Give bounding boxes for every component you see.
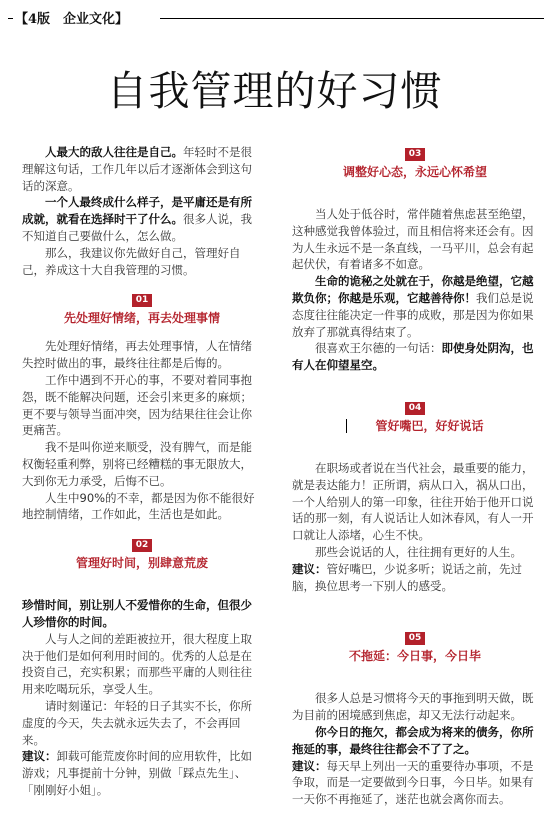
section-1-paragraph-3: 我不是叫你逆来顺受，没有脾气，而是能权衡轻重利弊，别将已经糟糕的事无限放大，大到你无力承受，后悔不已。 [22, 440, 252, 488]
section-1-paragraph-1: 先处理好情绪，再去处理事情，人在情绪失控时做出的事，最终往往都是后悔的。 [22, 339, 252, 371]
section-5-number: 05 [405, 632, 426, 645]
spacer [292, 192, 538, 206]
section-1-paragraph-4: 人生中90%的不幸，都是因为你不能很好地控制情绪，工作如此，生活也是如此。 [22, 490, 255, 522]
section-5-p2-bold: 你今日的拖欠，都会成为将来的债务，你所拖延的事，最终往往都会不了了之。 [292, 724, 534, 756]
section-5-paragraph-1: 很多人总是习惯将今天的事拖到明天做，既为目前的困境感到焦虑，却又无法行动起来。 [292, 691, 534, 723]
section-2-paragraph-3: 请时刻谨记：年轻的日子其实不长，你所虚度的今天，失去就永远失去了，不会再回来。 [22, 698, 252, 747]
section-2-heading [22, 535, 262, 571]
intro-p1-bold: 人最大的敌人往往是自己。 [45, 145, 183, 159]
section-4-title-text: 管好嘴巴，好好说话 [375, 418, 484, 433]
intro-p2-bold: 一个人最终成什么样子，是平庸还是有所成就，就看在选择时干了什么。 [22, 195, 252, 227]
intro-p1-text: 年轻时不是很理解这句话，工作几年以后才逐渐体会到这句话的深意。 [22, 145, 252, 193]
spacer [292, 446, 538, 460]
section-4-paragraph-3 [292, 561, 538, 595]
text-cursor [346, 419, 347, 433]
section-1-title: 先处理好情绪，再去处理事情 [63, 311, 220, 326]
section-4-title [292, 418, 538, 434]
spacer [292, 676, 538, 690]
section-3-p3-bold: 即使身处阴沟，也有人在仰望星空。 [292, 341, 534, 373]
section-2-p1-bold: 珍惜时间，别让别人不爱惜你的生命，但很少人珍惜你的时间。 [22, 598, 252, 629]
section-2-suggestion-text: 卸载可能荒废你时间的应用软件，比如游戏；凡事提前十分钟，别做「踩点先生」、「刚刚好小姐」。 [22, 749, 252, 797]
section-5-heading [292, 628, 538, 664]
header-rule-left [8, 18, 13, 19]
section-3-number: 03 [405, 148, 426, 161]
section-1-heading [22, 290, 262, 326]
section-1-paragraph-2: 工作中遇到不开心的事，不要对着同事抱怨，既不能解决问题，还会引来更多的麻烦；更不要与领导当面冲突，因为结果往往会让你更痛苦。 [22, 372, 252, 438]
intro-paragraph-2 [22, 194, 262, 244]
section-4-paragraph-1: 在职场或者说在当代社会，最重要的能力，就是表达能力！正所谓，病从口入，祸从口出，一个人给别人的第一印象，往往开始于他开口说话的那一刻，有人说话让人如沐春风，有人一开口就让人添堵，心生不快。 [292, 460, 534, 543]
intro-paragraph-3: 那么，我建议你先做好自己，管理好自己，养成这十大自我管理的习惯。 [22, 245, 241, 277]
intro-p2-text: 很多人说，我不知道自己要做什么，怎么做。 [22, 212, 252, 243]
section-2-paragraph-2: 人与人之间的差距被拉开，很大程度上取决于他们是如何利用时间的。优秀的人总是在投资自己，充实积累；而那些平庸的人则往往用来吃喝玩乐，享受人生。 [22, 631, 252, 697]
issue-tag: 【4版 企业文化】 [15, 12, 129, 27]
section-3-title: 调整好心态，永远心怀希望 [342, 165, 487, 179]
intro-paragraph-1 [22, 144, 262, 194]
section-2-title: 管理好时间，别肆意荒废 [75, 556, 208, 571]
section-2-paragraph-1 [22, 597, 262, 631]
header-rule-right [160, 18, 544, 19]
section-2-number: 02 [132, 539, 153, 552]
section-4-number: 04 [405, 402, 426, 415]
left-column [22, 144, 262, 799]
section-5-title: 不拖延：今日事，今日毕 [348, 649, 481, 664]
section-3-p2-bold: 生命的诡秘之处就在于，你越是绝望，它越欺负你；你越是乐观，它越善待你！ [292, 274, 534, 305]
section-5-suggestion-label: 建议： [292, 758, 327, 773]
section-3-paragraph-2 [292, 273, 538, 340]
section-4-suggestion-label: 建议： [292, 561, 327, 576]
section-5-suggestion-text: 每天早上列出一天的重要待办事项，不是争取，而是一定要做到今日事，今日毕。如果有一天你不再拖延了，迷茫也就会离你而去。 [292, 758, 534, 807]
section-2-paragraph-4 [22, 748, 262, 798]
section-3-paragraph-3 [292, 340, 538, 374]
section-1-number: 01 [132, 294, 153, 307]
section-3-p3-text: 很喜欢王尔德的一句话： [315, 341, 442, 356]
section-4-heading [292, 398, 538, 434]
section-3-paragraph-1: 当人处于低谷时，常伴随着焦虑甚至绝望，这种感觉我曾体验过，而且相信将来还会有。因为人生永远不是一条直线，一马平川，总会有起起伏伏，有着诸多不如意。 [292, 207, 534, 272]
page-title: 自我管理的好习惯 [106, 67, 443, 115]
section-5-paragraph-2 [292, 724, 538, 758]
right-column [292, 144, 538, 808]
section-2-suggestion-label: 建议： [22, 749, 57, 764]
section-4-suggestion-text: 管好嘴巴，少说多听；说话之前，先过脑，换位思考一下别人的感受。 [292, 561, 522, 593]
spacer [22, 583, 262, 597]
section-4-paragraph-2: 那些会说话的人，往往拥有更好的人生。 [315, 544, 522, 559]
spacer [292, 594, 538, 616]
section-3-p2-text: 我们总是说态度往往能决定一件事的成败，那是因为你如果放弃了那就真得结束了。 [292, 290, 534, 339]
section-3-heading [292, 144, 538, 180]
section-5-paragraph-3 [292, 758, 538, 808]
